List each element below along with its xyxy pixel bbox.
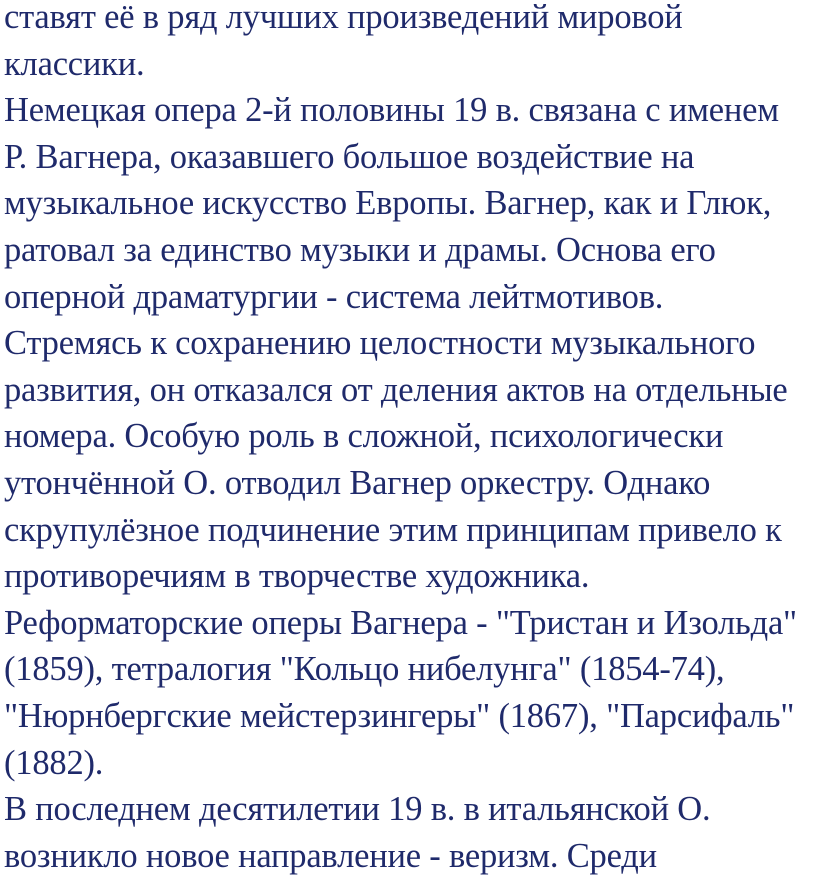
text-line: Реформаторские оперы Вагнера - "Тристан и Изольда" bbox=[4, 603, 797, 642]
text-line: оперной драматургии - система лейтмотивов. bbox=[4, 277, 664, 316]
text-line: противоречиям в творчестве художника. bbox=[4, 557, 590, 596]
document-text bbox=[4, 0, 816, 879]
text-line: Стремясь к сохранению целостности музыкального bbox=[4, 324, 756, 363]
text-line: "Нюрнбергские мейстерзингеры" (1867), "Парсифаль" bbox=[4, 696, 795, 735]
text-line: музыкальное искусство Европы. Вагнер, как и Глюк, bbox=[4, 184, 772, 223]
text-line: номера. Особую роль в сложной, психологически bbox=[4, 417, 724, 456]
text-line: Немецкая опера 2-й половины 19 в. связана с именем bbox=[4, 91, 779, 130]
text-line: (1882). bbox=[4, 743, 104, 782]
text-line: возникло новое направление - веризм. Среди bbox=[4, 836, 657, 875]
text-line: В последнем десятилетии 19 в. в итальянской О. bbox=[4, 790, 711, 829]
text-line: развития, он отказался от деления актов на отдельные bbox=[4, 370, 788, 409]
text-line: ратовал за единство музыки и драмы. Основа его bbox=[4, 230, 716, 269]
text-line: Р. Вагнера, оказавшего большое воздействие на bbox=[4, 137, 695, 176]
text-line: скрупулёзное подчинение этим принципам привело к bbox=[4, 510, 782, 549]
text-line: утончённой О. отводил Вагнер оркестру. Однако bbox=[4, 463, 711, 502]
text-line: классики. bbox=[4, 44, 145, 83]
text-line: ставят её в ряд лучших произведений мировой bbox=[4, 0, 683, 36]
text-line: (1859), тетралогия "Кольцо нибелунга" (1854-74), bbox=[4, 650, 725, 689]
